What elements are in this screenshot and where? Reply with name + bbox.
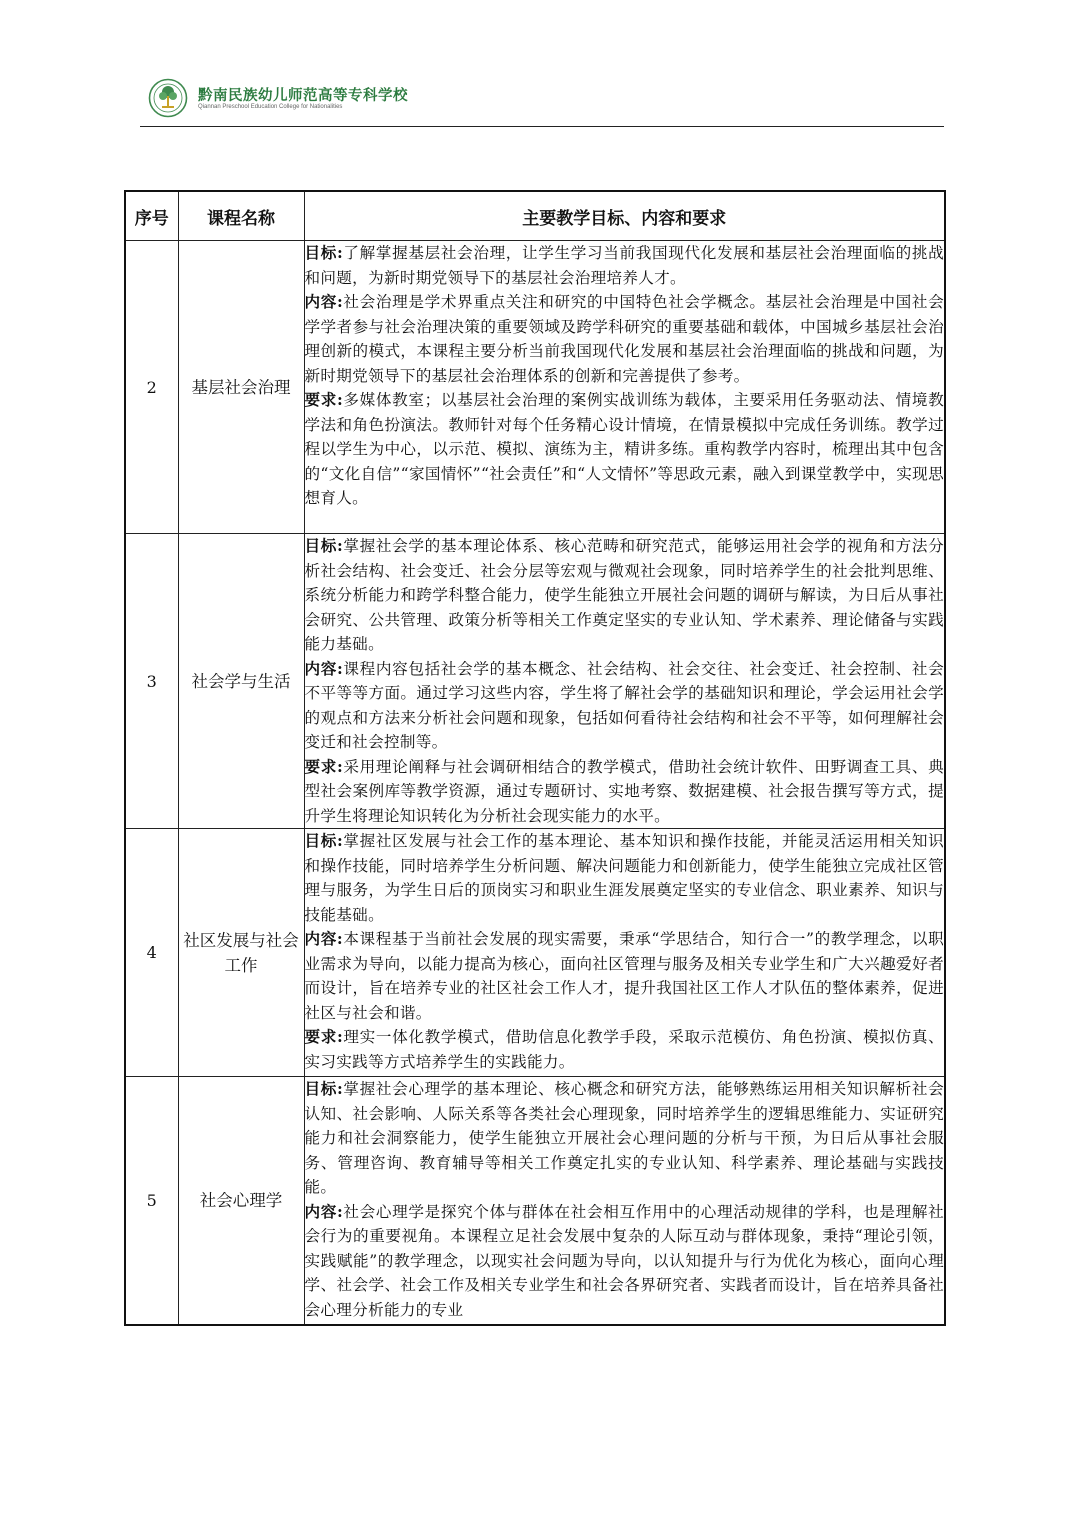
course-description	[304, 829, 945, 1077]
header-course-name: 课程名称	[178, 191, 304, 241]
course-name: 社会学与生活	[178, 534, 304, 829]
header-seq: 序号	[125, 191, 178, 241]
content-paragraph: 内容:本课程基于当前社会发展的现实需要，秉承“学思结合，知行合一”的教学理念，以职业需求为导向，以能力提高为核心，面向社区管理与服务及相关专业学生和广大兴趣爱好者而设计，旨在培养专业的社区社会工作人才，提升我国社区工作人才队伍的整体素养，促进社区与社会和谐。	[304, 929, 944, 1022]
content-paragraph: 内容:社会治理是学术界重点关注和研究的中国特色社会学概念。基层社会治理是中国社会学学者参与社会治理决策的重要领域及跨学科研究的重要基础和载体，中国城乡基层社会治理创新的模式，本课程主要分析当前我国现代化发展和基层社会治理面临的挑战和问题，为新时期党领导下的基层社会治理体系的创新和完善提供了参考。	[304, 292, 944, 385]
table-row	[125, 1077, 945, 1325]
table-row	[125, 829, 945, 1077]
course-name: 社会心理学	[178, 1077, 304, 1325]
course-description	[304, 1077, 945, 1325]
objective-paragraph: 目标:掌握社区发展与社会工作的基本理论、基本知识和操作技能，并能灵活运用相关知识和操作技能，同时培养学生分析问题、解决问题能力和创新能力，使学生能独立完成社区管理与服务，为学生日后的顶岗实习和职业生涯发展奠定坚实的专业信念、职业素养、知识与技能基础。	[304, 831, 944, 924]
course-table	[124, 190, 946, 1326]
row-number: 2	[125, 241, 178, 534]
header-divider	[140, 126, 944, 127]
school-name-cn: 黔南民族幼儿师范高等专科学校	[198, 87, 408, 104]
requirement-paragraph: 要求:多媒体教室；以基层社会治理的案例实战训练为载体，主要采用任务驱动法、情境教学法和角色扮演法。教师针对每个任务精心设计情境，在情景模拟中完成任务训练。教学过程以学生为中心，以示范、模拟、演练为主，精讲多练。重构教学内容时，梳理出其中包含的“文化自信”“家国情怀”“社会责任”和“人文情怀”等思政元素，融入到课堂教学中，实现思想育人。	[304, 390, 944, 507]
objective-paragraph: 目标:掌握社会心理学的基本理论、核心概念和研究方法，能够熟练运用相关知识解析社会认知、社会影响、人际关系等各类社会心理现象，同时培养学生的逻辑思维能力、实证研究能力和社会洞察能力，使学生能独立开展社会心理问题的分析与干预，为日后从事社会服务、管理咨询、教育辅导等相关工作奠定扎实的专业认知、科学素养、理论基础与实践技能。	[304, 1079, 944, 1196]
content-paragraph: 内容:课程内容包括社会学的基本概念、社会结构、社会交往、社会变迁、社会控制、社会不平等等方面。通过学习这些内容，学生将了解社会学的基础知识和理论，学会运用社会学的观点和方法来分析社会问题和现象，包括如何看待社会结构和社会不平等，如何理解社会变迁和社会控制等。	[304, 658, 944, 751]
objective-paragraph: 目标:掌握社会学的基本理论体系、核心范畴和研究范式，能够运用社会学的视角和方法分析社会结构、社会变迁、社会分层等宏观与微观社会现象，同时培养学生的社会批判思维、系统分析能力和跨学科整合能力，使学生能独立开展社会问题的调研与解读，为日后从事社会研究、公共管理、政策分析等相关工作奠定坚实的专业认知、学术素养、理论储备与实践能力基础。	[304, 536, 944, 653]
objective-paragraph: 目标:了解掌握基层社会治理，让学生学习当前我国现代化发展和基层社会治理面临的挑战和问题，为新时期党领导下的基层社会治理培养人才。	[304, 243, 944, 287]
course-name: 社区发展与社会工作	[178, 829, 304, 1077]
row-number: 5	[125, 1077, 178, 1325]
requirement-paragraph: 要求:采用理论阐释与社会调研相结合的教学模式，借助社会统计软件、田野调查工具、典型社会案例库等教学资源，通过专题研讨、实地考察、数据建模、社会报告撰写等方式，提升学生将理论知识转化为分析社会现实能力的水平。	[304, 756, 944, 825]
row-number: 3	[125, 534, 178, 829]
school-name-en: Qiannan Preschool Education College for Nationalities	[198, 104, 343, 110]
table-header-row	[125, 191, 945, 241]
course-description	[304, 534, 945, 829]
table-row	[125, 534, 945, 829]
content-paragraph: 内容:社会心理学是探究个体与群体在社会相互作用中的心理活动规律的学科，也是理解社会行为的重要视角。本课程立足社会发展中复杂的人际互动与群体现象，秉持“理论引领，实践赋能”的教学理念，以现实社会问题为导向，以认知提升与行为优化为核心，面向心理学、社会学、社会工作及相关专业学生和社会各界研究者、实践者而设计，旨在培养具备社会心理分析能力的专业	[304, 1201, 944, 1319]
row-number: 4	[125, 829, 178, 1077]
page-header	[148, 76, 944, 126]
course-name: 基层社会治理	[178, 241, 304, 534]
requirement-paragraph: 要求:理实一体化教学模式，借助信息化教学手段，采取示范模仿、角色扮演、模拟仿真、实习实践等方式培养学生的实践能力。	[304, 1027, 944, 1071]
header-objectives: 主要教学目标、内容和要求	[304, 191, 945, 241]
table-row	[125, 241, 945, 534]
school-emblem-icon	[148, 78, 188, 118]
course-description	[304, 241, 945, 534]
